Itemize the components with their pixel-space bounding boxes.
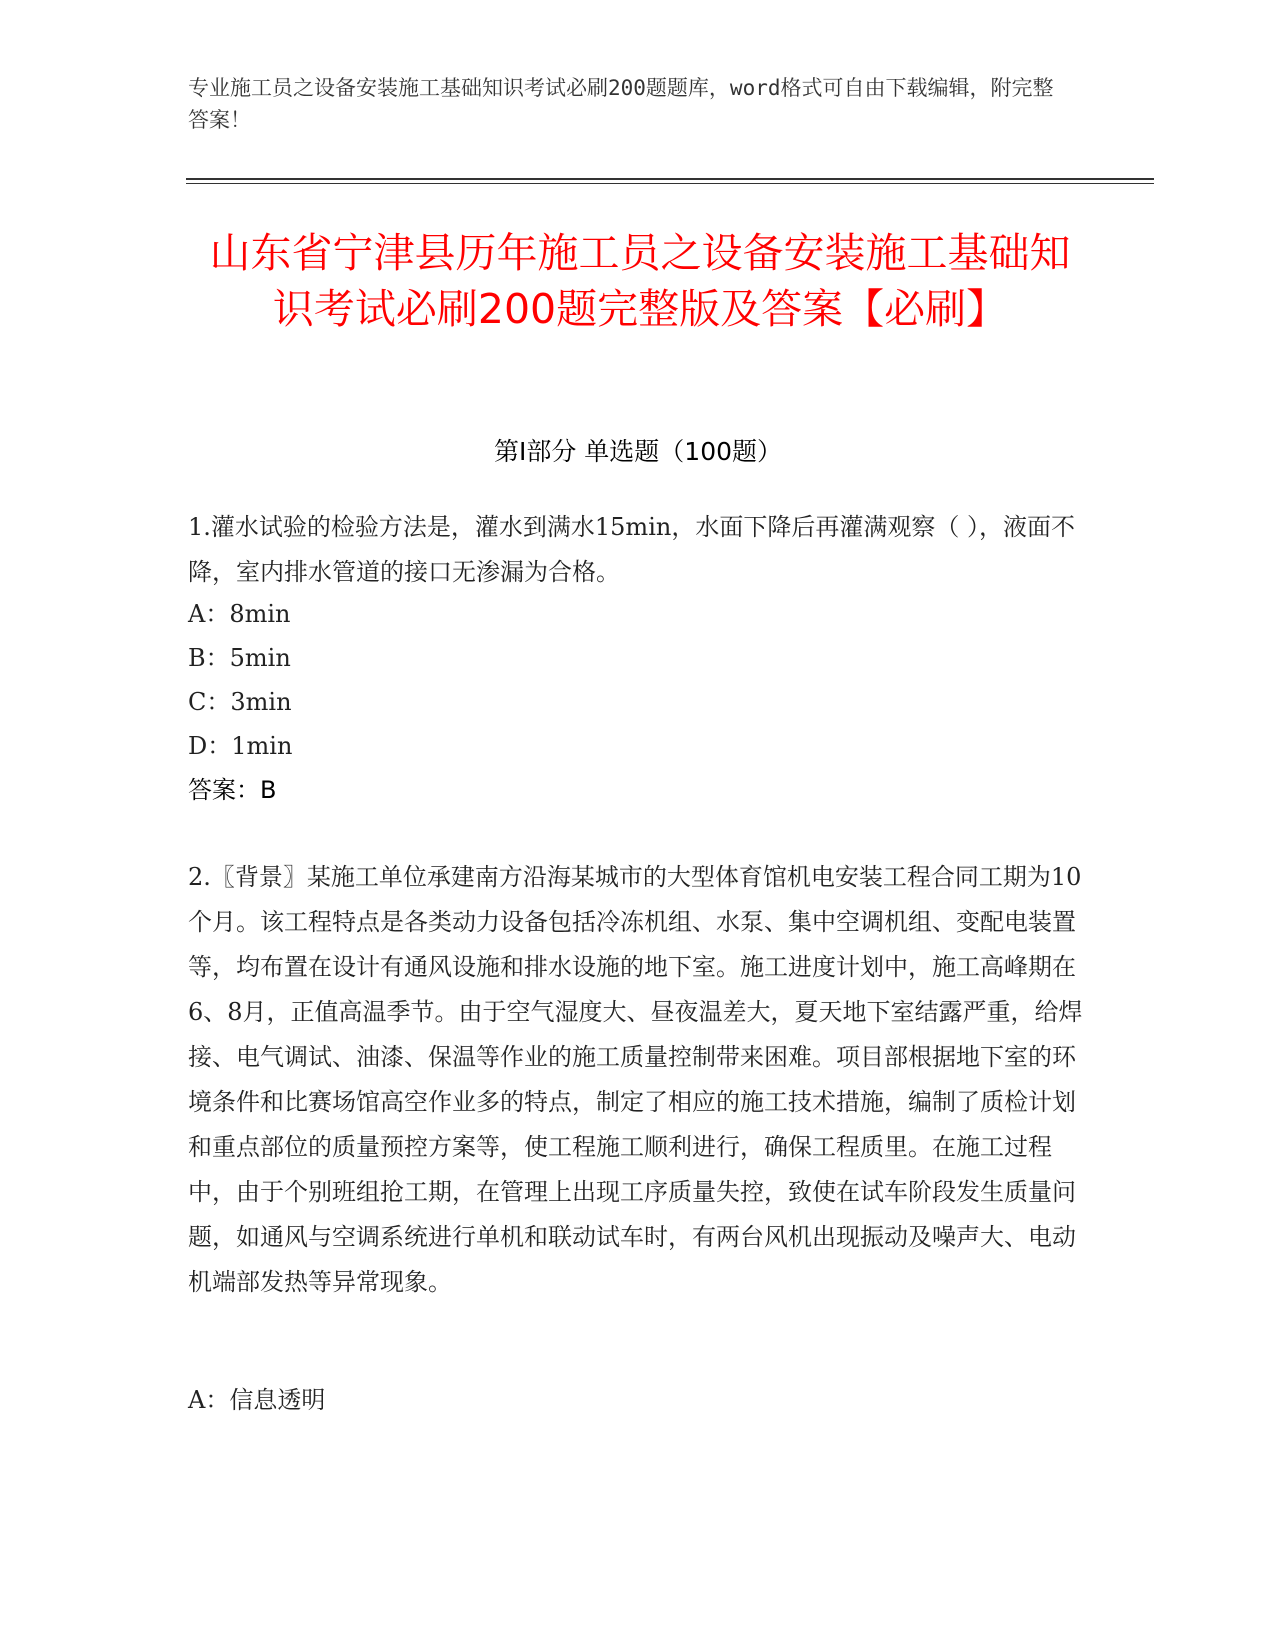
header-divider-thin [186,183,1154,184]
document-title: 山东省宁津县历年施工员之设备安装施工基础知识考试必刷200题完整版及答案【必刷】 [209,229,1071,333]
question-2-stem: 2.〖背景〗某施工单位承建南方沿海某城市的大型体育馆机电安装工程合同工期为10个月。该工程特点是各类动力设备包括冷冻机组、水泵、集中空调机组、变配电装置等，均布置在设计有通风设施和排水设施的地下室。施工进度计划中，施工高峰期在6、8月，正值高温季节。由于空气湿度大、昼夜温差大，夏天地下室结露严重，给焊接、电气调试、油漆、保温等作业的施工质量控制带来困难。项目部根据地下室的环境条件和比赛场馆高空作业多的特点，制定了相应的施工技术措施，编制了质检计划和重点部位的质量预控方案等，使工程施工顺利进行，确保工程质里。在施工过程中，由于个别班组抢工期，在管理上出现工序质量失控，致使在试车阶段发生质量问题，如通风与空调系统进行单机和联动试车时，有两台风机出现振动及噪声大、电动机端部发热等异常现象。 [188,863,1083,1296]
question-1-option-a: A：8min [188,600,291,628]
question-1-option-d: D：1min [188,732,293,760]
header-note: 专业施工员之设备安装施工基础知识考试必刷200题题库，word格式可自由下载编辑，附完整答案！ [188,76,1054,132]
question-2-option-a: A：信息透明 [188,1386,326,1414]
question-1-stem: 1.灌水试验的检验方法是，灌水到满水15min，水面下降后再灌满观察（ ），液面不降，室内排水管道的接口无渗漏为合格。 [188,513,1075,586]
section-title: 第I部分 单选题（100题） [493,437,783,466]
question-1-option-c: C：3min [188,688,292,716]
header-divider-thick [186,178,1154,180]
question-1-option-b: B：5min [188,644,291,672]
question-1-answer: 答案：B [188,776,277,804]
